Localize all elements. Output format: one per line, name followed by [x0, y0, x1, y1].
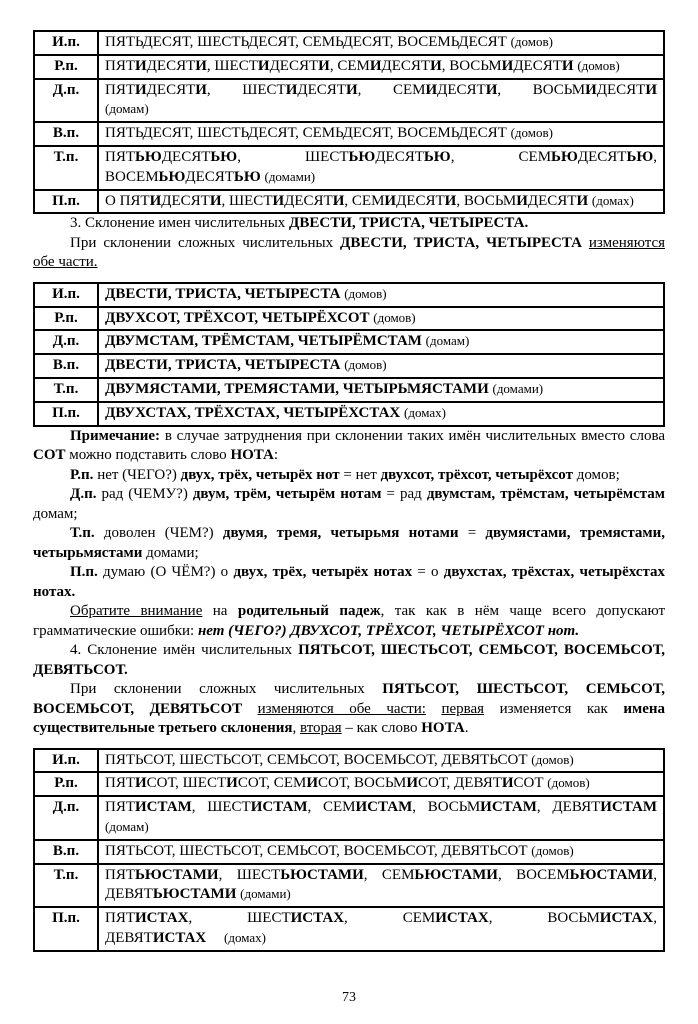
row-instrumental [34, 146, 664, 190]
attention-paragraph: Обратите внимание на родительный падеж, так как в нём чаще всего допускают грамматические ошибки: нет (ЧЕГО?) ДВУХСОТ, ТРЁХСОТ, ЧЕТЫРЁХСОТ нот. [33, 603, 666, 639]
row-genitive [34, 772, 664, 796]
case-forms: ПЯТЬДЕСЯТ, ШЕСТЬДЕСЯТ, СЕМЬДЕСЯТ, ВОСЕМЬДЕСЯТ (домов) [98, 31, 664, 55]
row-accusative [34, 354, 664, 378]
row-dative [34, 330, 664, 354]
case-label: П.п. [34, 190, 98, 214]
row-nominative [34, 749, 664, 773]
case-label: Р.п. [34, 55, 98, 79]
case-label: Р.п. [34, 307, 98, 331]
row-instrumental [34, 378, 664, 402]
row-genitive [34, 55, 664, 79]
row-nominative [34, 283, 664, 307]
case-label: Д.п. [34, 330, 98, 354]
case-forms: ДВУХСТАХ, ТРЁХСТАХ, ЧЕТЫРЁХСТАХ (домах) [98, 402, 664, 426]
case-label: В.п. [34, 840, 98, 864]
row-accusative [34, 122, 664, 146]
row-accusative [34, 840, 664, 864]
case-forms: ДВЕСТИ, ТРИСТА, ЧЕТЫРЕСТА (домов) [98, 283, 664, 307]
case-label: Т.п. [34, 146, 98, 190]
example-prepositional: П.п. думаю (О ЧЁМ?) о двух, трёх, четырёх нотах = о двухстах, трёхстах, четырёхстах нотах. [33, 564, 665, 600]
row-instrumental [34, 864, 664, 908]
section-3-heading: 3. Склонение имен числительных ДВЕСТИ, ТРИСТА, ЧЕТЫРЕСТА. [70, 215, 529, 232]
section-4-intro: При склонении сложных числительных ПЯТЬСОТ, ШЕСТЬСОТ, СЕМЬСОТ, ВОСЕМЬСОТ, ДЕВЯТЬСОТ изменяются обе части: первая изменяется как имена существительные третьего склонения, вторая – как слово НОТА. [33, 681, 666, 737]
case-forms: ПЯТЬЮДЕСЯТЬЮ, ШЕСТЬЮДЕСЯТЬЮ, СЕМЬЮДЕСЯТЬЮ, ВОСЕМЬЮДЕСЯТЬЮ (домами) [98, 146, 664, 190]
declension-table-200-400 [33, 282, 665, 427]
declension-table-50-80 [33, 30, 665, 214]
example-dative: Д.п. рад (ЧЕМУ?) двум, трём, четырём нотам = рад двумстам, трёмстам, четырёмстам домам; [33, 486, 666, 522]
case-forms: ПЯТЬЮСТАМИ, ШЕСТЬЮСТАМИ, СЕМЬЮСТАМИ, ВОСЕМЬЮСТАМИ, ДЕВЯТЬЮСТАМИ (домами) [98, 864, 664, 908]
note-paragraph: Примечание: в случае затруднения при склонении таких имён числительных вместо слова СОТ можно подставить слово НОТА: [33, 427, 665, 464]
section-4-heading: 4. Склонение имён числительных ПЯТЬСОТ, ШЕСТЬСОТ, СЕМЬСОТ, ВОСЕМЬСОТ, ДЕВЯТЬСОТ. [33, 642, 665, 678]
case-label: Д.п. [34, 796, 98, 840]
case-label: И.п. [34, 31, 98, 55]
case-forms: ПЯТИСТАХ, ШЕСТИСТАХ, СЕМИСТАХ, ВОСЬМИСТАХ, ДЕВЯТИСТАХ (домах) [98, 907, 664, 951]
case-label: Т.п. [34, 378, 98, 402]
example-genitive: Р.п. нет (ЧЕГО?) двух, трёх, четырёх нот = нет двухсот, трёхсот, четырёхсот домов; [70, 466, 620, 483]
declension-table-500-900 [33, 748, 665, 952]
case-label: И.п. [34, 283, 98, 307]
example-instrumental: Т.п. доволен (ЧЕМ?) двумя, тремя, четырьмя нотами = двумястами, тремястами, четырьмястами домами; [33, 525, 665, 561]
row-prepositional [34, 907, 664, 951]
case-label: П.п. [34, 907, 98, 951]
case-label: Т.п. [34, 864, 98, 908]
row-dative [34, 79, 664, 123]
page-number: 73 [342, 990, 356, 1005]
section-3-intro: При склонении сложных числительных ДВЕСТИ, ТРИСТА, ЧЕТЫРЕСТА изменяются обе части. [33, 234, 665, 271]
case-forms: ПЯТЬСОТ, ШЕСТЬСОТ, СЕМЬСОТ, ВОСЕМЬСОТ, ДЕВЯТЬСОТ (домов) [98, 840, 664, 864]
row-genitive [34, 307, 664, 331]
case-label: И.п. [34, 749, 98, 773]
case-forms: ПЯТЬСОТ, ШЕСТЬСОТ, СЕМЬСОТ, ВОСЕМЬСОТ, ДЕВЯТЬСОТ (домов) [98, 749, 664, 773]
case-forms: ДВУХСОТ, ТРЁХСОТ, ЧЕТЫРЁХСОТ (домов) [98, 307, 664, 331]
case-label: В.п. [34, 122, 98, 146]
case-label: Р.п. [34, 772, 98, 796]
case-forms: ПЯТЬДЕСЯТ, ШЕСТЬДЕСЯТ, СЕМЬДЕСЯТ, ВОСЕМЬДЕСЯТ (домов) [98, 122, 664, 146]
case-label: Д.п. [34, 79, 98, 123]
case-forms: ПЯТИСТАМ, ШЕСТИСТАМ, СЕМИСТАМ, ВОСЬМИСТАМ, ДЕВЯТИСТАМ (домам) [98, 796, 664, 840]
case-forms: ПЯТИДЕСЯТИ, ШЕСТИДЕСЯТИ, СЕМИДЕСЯТИ, ВОСЬМИДЕСЯТИ (домам) [98, 79, 664, 123]
row-dative [34, 796, 664, 840]
case-label: В.п. [34, 354, 98, 378]
case-forms: ДВУМЯСТАМИ, ТРЕМЯСТАМИ, ЧЕТЫРЬМЯСТАМИ (домами) [98, 378, 664, 402]
case-forms: ДВУМСТАМ, ТРЁМСТАМ, ЧЕТЫРЁМСТАМ (домам) [98, 330, 664, 354]
case-forms: ДВЕСТИ, ТРИСТА, ЧЕТЫРЕСТА (домов) [98, 354, 664, 378]
case-forms: ПЯТИДЕСЯТИ, ШЕСТИДЕСЯТИ, СЕМИДЕСЯТИ, ВОСЬМИДЕСЯТИ (домов) [98, 55, 664, 79]
row-prepositional [34, 402, 664, 426]
row-prepositional [34, 190, 664, 214]
case-forms: О ПЯТИДЕСЯТИ, ШЕСТИДЕСЯТИ, СЕМИДЕСЯТИ, ВОСЬМИДЕСЯТИ (домах) [98, 190, 664, 214]
case-label: П.п. [34, 402, 98, 426]
row-nominative [34, 31, 664, 55]
case-forms: ПЯТИСОТ, ШЕСТИСОТ, СЕМИСОТ, ВОСЬМИСОТ, ДЕВЯТИСОТ (домов) [98, 772, 664, 796]
